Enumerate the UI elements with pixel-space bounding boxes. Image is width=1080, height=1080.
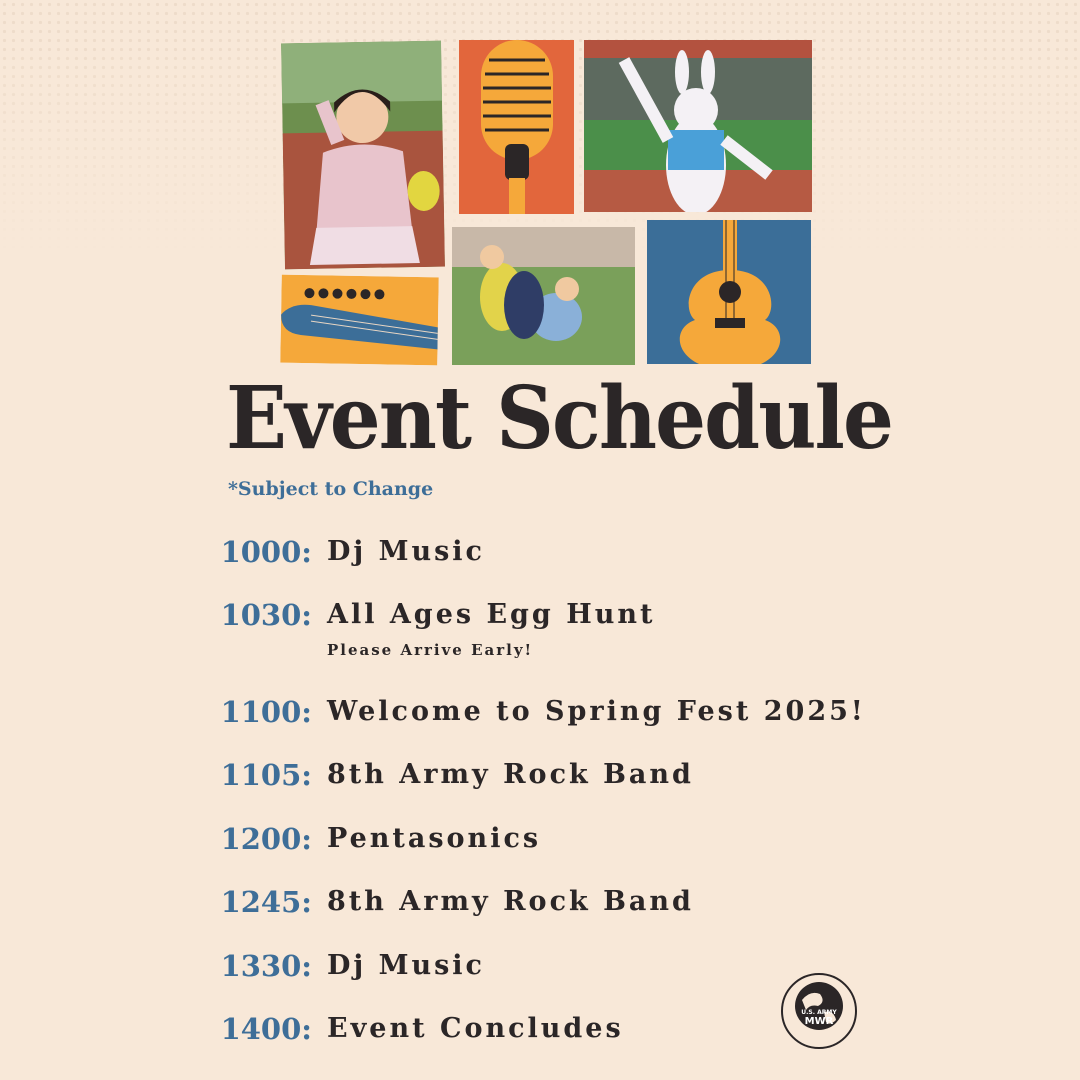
schedule-time: 1330: xyxy=(220,949,312,983)
army-mwr-logo xyxy=(780,972,858,1050)
bunny-photo xyxy=(584,40,812,212)
schedule-event: Pentasonics xyxy=(327,823,542,854)
schedule-event: All Ages Egg Hunt xyxy=(327,599,656,630)
schedule-row xyxy=(0,822,1080,866)
acoustic-guitar-tile xyxy=(647,220,811,364)
schedule-time: 1400: xyxy=(220,1012,312,1046)
guitar-headstock-tile xyxy=(280,275,439,366)
schedule-time: 1105: xyxy=(220,758,312,792)
schedule-row xyxy=(0,598,1080,659)
schedule-time: 1200: xyxy=(220,822,312,856)
schedule-time: 1100: xyxy=(220,695,312,729)
schedule-row xyxy=(0,535,1080,579)
schedule-event: 8th Army Rock Band xyxy=(327,759,694,790)
schedule-event: Welcome to Spring Fest 2025! xyxy=(327,696,866,727)
schedule-event: Event Concludes xyxy=(327,1013,624,1044)
microphone-tile xyxy=(459,40,574,214)
logo-line1: U.S. ARMY xyxy=(801,1009,837,1016)
schedule-row xyxy=(0,758,1080,802)
egg-hunt-photo xyxy=(452,227,635,365)
schedule-row xyxy=(0,1012,1080,1056)
page-title: Event Schedule xyxy=(226,368,893,469)
schedule-note: Please Arrive Early! xyxy=(327,641,534,659)
girl-photo xyxy=(281,41,445,270)
schedule-row xyxy=(0,695,1080,739)
schedule-time: 1030: xyxy=(220,598,312,632)
schedule-row xyxy=(0,949,1080,993)
schedule-event: Dj Music xyxy=(327,536,485,567)
logo-line2: MWR xyxy=(804,1016,834,1027)
schedule-row xyxy=(0,885,1080,929)
schedule-time: 1245: xyxy=(220,885,312,919)
schedule-event: 8th Army Rock Band xyxy=(327,886,694,917)
schedule-time: 1000: xyxy=(220,535,312,569)
schedule-event: Dj Music xyxy=(327,950,485,981)
subject-to-change-note: *Subject to Change xyxy=(228,478,434,500)
